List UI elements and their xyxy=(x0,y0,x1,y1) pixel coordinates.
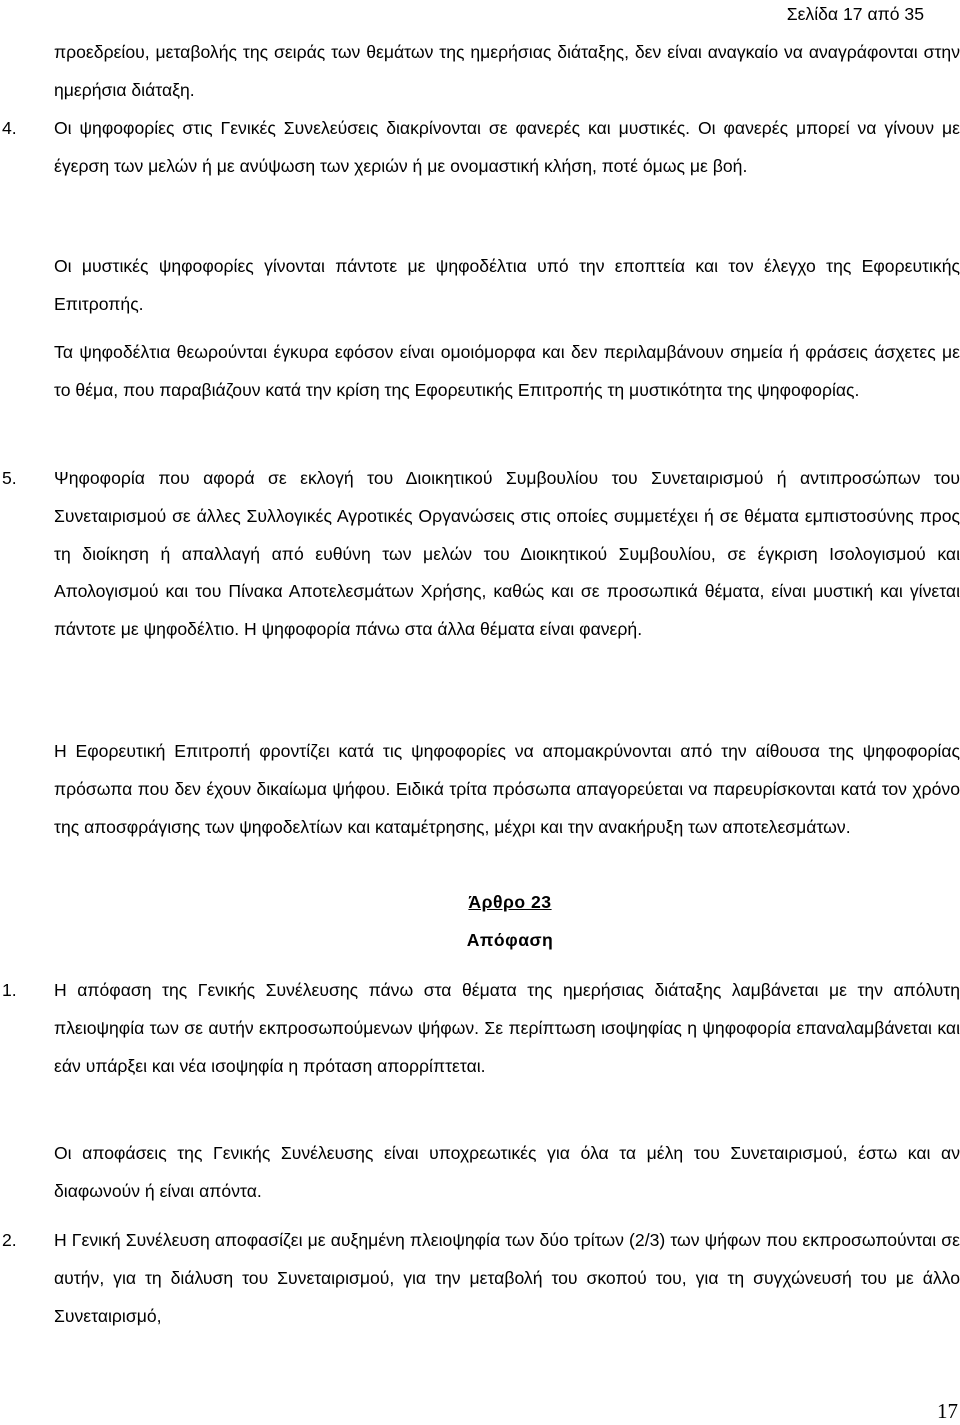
article-title xyxy=(0,884,960,922)
paragraph-decision-majority: Η απόφαση της Γενικής Συνέλευσης πάνω στα θέματα της ημερήσιας διάταξης λαμβάνεται με την απόλυτη πλειοψηφία των σε αυτήν εκπροσωπούμενων ψήφων. Σε περίπτωση ισοψηφίας η ψηφοφορία επαναλαμβάνεται και εάν υπάρξει και νέα ισοψηφία η πρόταση απορρίπτεται. xyxy=(54,980,960,1076)
paragraph-secret-voting: Οι μυστικές ψηφοφορίες γίνονται πάντοτε με ψηφοδέλτια υπό την εποπτεία και τον έλεγχο της Εφορευτικής Επιτροπής. xyxy=(54,256,960,314)
paragraph-secret-elections: Ψηφοφορία που αφορά σε εκλογή του Διοικητικού Συμβουλίου του Συνεταιρισμού ή αντιπροσώπων του Συνεταιρισμού σε άλλες Συλλογικές Αγροτικές Οργανώσεις στις οποίες συμμετέχει ή σε θέματα εμπιστοσύνης προς τη διοίκηση ή απαλλαγή από ευθύνη των μελών του Διοικητικού Συμβουλίου, σε έγκριση Ισολογισμού και Απολογισμού και του Πίνακα Αποτελεσμάτων Χρήσης, καθώς και σε προσωπικά θέματα, είναι μυστική και γίνεται πάντοτε με ψηφοδέλτιο. Η ψηφοφορία πάνω στα άλλα θέματα είναι φανερή. xyxy=(54,468,960,640)
article-title-text: Άρθρο 23 xyxy=(468,892,552,912)
page-counter-header: Σελίδα 17 από 35 xyxy=(786,4,924,24)
page-number-footer: 17 xyxy=(937,1399,958,1423)
item-number-4: 4. xyxy=(2,118,17,138)
paragraph-increased-majority: Η Γενική Συνέλευση αποφασίζει με αυξημένη πλειοψηφία των δύο τρίτων (2/3) των ψήφων που εκπροσωπούνται σε αυτήν, για τη διάλυση του Συνεταιρισμού, για την μεταβολή του σκοπού του, για τη συγχώνευσή του με άλλο Συνεταιρισμό, xyxy=(54,1230,960,1326)
article-subtitle: Απόφαση xyxy=(466,930,554,950)
item-number-2: 2. xyxy=(2,1230,17,1250)
paragraph-decisions-binding: Οι αποφάσεις της Γενικής Συνέλευσης είναι υποχρεωτικές για όλα τα μέλη του Συνεταιρισμού, έστω και αν διαφωνούν ή είναι απόντα. xyxy=(54,1143,960,1201)
item-number-1: 1. xyxy=(2,980,17,1000)
paragraph-ballot-validity: Τα ψηφοδέλτια θεωρούνται έγκυρα εφόσον είναι ομοιόμορφα και δεν περιλαμβάνουν σημεία ή φράσεις άσχετες με το θέμα, που παραβιάζουν κατά την κρίση της Εφορευτικής Επιτροπής τη μυστικότητα της ψηφοφορίας. xyxy=(54,342,960,400)
paragraph-continuation: προεδρείου, μεταβολής της σειράς των θεμάτων της ημερήσιας διάταξης, δεν είναι αναγκαίο να αναγράφονται στην ημερήσια διάταξη. xyxy=(54,42,960,100)
paragraph-election-committee: Η Εφορευτική Επιτροπή φροντίζει κατά τις ψηφοφορίες να απομακρύνονται από την αίθουσα της ψηφοφορίας πρόσωπα που δεν έχουν δικαίωμα ψήφου. Ειδικά τρίτα πρόσωπα απαγορεύεται να παρευρίσκονται κατά τον χρόνο της αποσφράγισης των ψηφοδελτίων και καταμέτρησης, μέχρι και την ανακήρυξη των αποτελεσμάτων. xyxy=(54,741,960,837)
paragraph-voting-types: Οι ψηφοφορίες στις Γενικές Συνελεύσεις διακρίνονται σε φανερές και μυστικές. Οι φανερές μπορεί να γίνουν με έγερση των μελών ή με ανύψωση των χεριών ή με ονομαστική κλήση, ποτέ όμως με βοή. xyxy=(54,118,960,176)
item-number-5: 5. xyxy=(2,468,17,488)
